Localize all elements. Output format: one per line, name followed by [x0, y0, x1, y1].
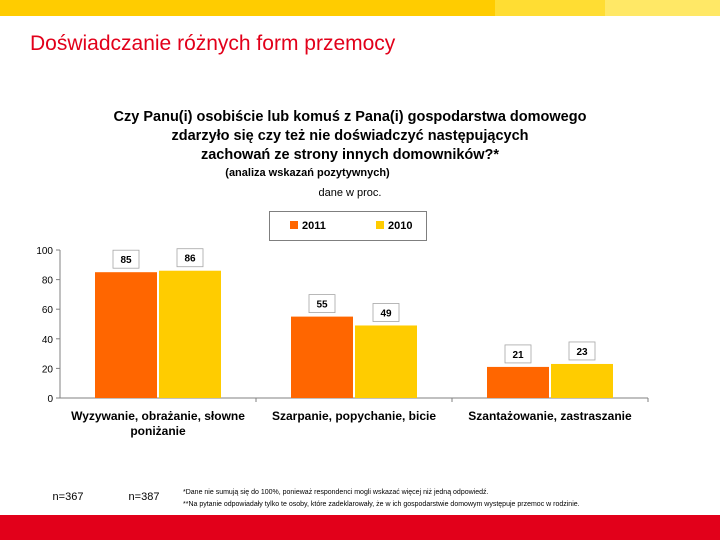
bar-2011	[291, 317, 353, 398]
sample-size-2010: n=387	[128, 491, 160, 503]
legend-label-2010: 2010	[388, 220, 413, 232]
y-tick-label: 80	[41, 275, 53, 287]
bar-2011	[487, 367, 549, 398]
bar-2010	[159, 271, 221, 398]
y-tick-label: 0	[47, 394, 53, 405]
y-tick-label: 100	[36, 246, 53, 257]
category-label: Szarpanie, popychanie, bicie	[271, 409, 437, 423]
category-label: Szantażowanie, zastraszanie	[468, 409, 632, 423]
data-label: 55	[316, 299, 328, 311]
bar-2010	[355, 325, 417, 398]
data-label: 49	[380, 308, 392, 320]
bar-2011	[95, 272, 157, 398]
data-label: 23	[576, 346, 588, 358]
y-tick-label: 20	[41, 364, 53, 376]
chart-title-line: zdarzyło się czy też nie doświadczyć następujących	[171, 128, 529, 144]
bar-2010	[551, 364, 613, 398]
y-tick-label: 40	[41, 334, 53, 346]
sample-size-2011: n=367	[52, 491, 84, 503]
data-label: 85	[120, 255, 132, 267]
chart-units: dane w proc.	[318, 187, 382, 199]
footnote-1: *Dane nie sumują się do 100%, ponieważ respondenci mogli wskazać więcej niż jedną odpowiedź.	[183, 489, 489, 496]
footnote-2: **Na pytanie odpowiadały tylko te osoby, które zadeklarowały, że w ich gospodarstwie domowym występuje przemoc w rodzinie.	[183, 501, 580, 508]
page-title: Doświadczanie różnych form przemocy	[30, 32, 396, 55]
category-label: poniżanie	[130, 424, 186, 438]
bottom-brand-bar	[0, 515, 720, 540]
chart-subtitle: (analiza wskazań pozytywnych)	[225, 167, 390, 179]
chart-title-line: zachowań ze strony innych domowników?*	[200, 147, 500, 163]
chart-title-line: Czy Panu(i) osobiście lub komuś z Pana(i) gospodarstwa domowego	[113, 109, 587, 125]
data-label: 21	[512, 349, 524, 361]
footnotes	[183, 487, 718, 511]
category-label: Wyzywanie, obrażanie, słowne	[71, 409, 245, 423]
legend-label-2011: 2011	[302, 220, 326, 232]
data-label: 86	[184, 253, 196, 265]
y-tick-label: 60	[41, 305, 53, 317]
